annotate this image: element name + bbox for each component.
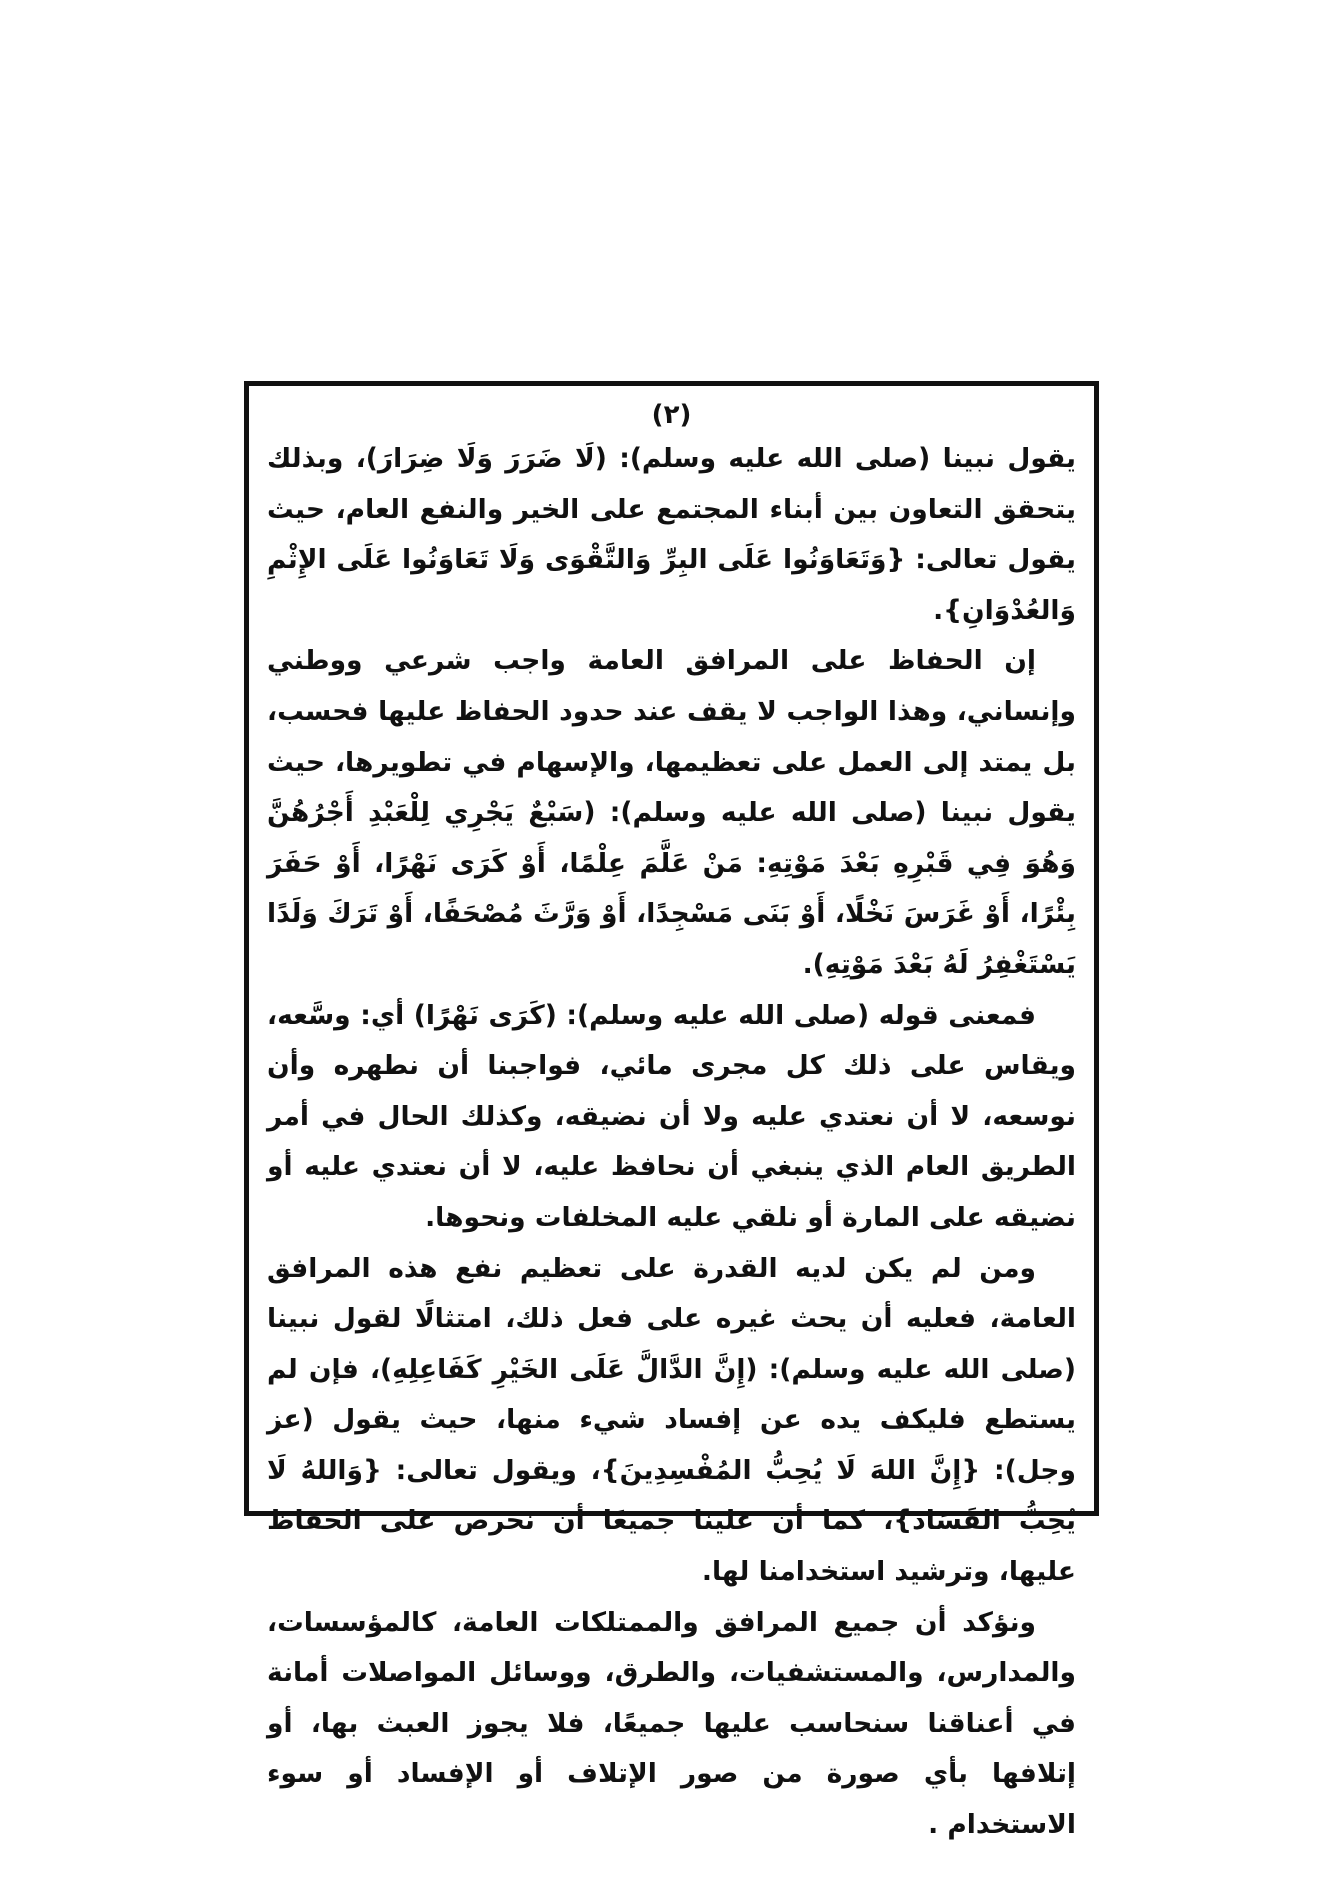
paragraph-4: ومن لم يكن لديه القدرة على تعظيم نفع هذه المرافق العامة، فعليه أن يحث غيره على فعل ذلك، امتثالًا لقول نبينا (صلى الله عليه وسلم): (إِنَّ الدَّالَّ عَلَى الخَيْرِ كَفَاعِلِهِ)، فإن لم يستطع فليكف يده عن إفساد شيء منها، حيث يقول (عز وجل): {إِنَّ اللهَ لَا يُحِبُّ المُفْسِدِينَ}، ويقول تعالى: {وَاللهُ لَا يُحِبُّ الفَسَادَ}، كما أن علينا جميعًا أن نحرص على الحفاظ عليها، وترشيد استخدامنا لها. — [267, 1252, 1076, 1588]
page-frame — [244, 381, 1099, 1841]
page-number: (٢) — [651, 400, 692, 430]
paragraph-2: إن الحفاظ على المرافق العامة واجب شرعي ووطني وإنساني، وهذا الواجب لا يقف عند حدود الحفاظ عليها فحسب، بل يمتد إلى العمل على تعظيمها، والإسهام في تطويرها، حيث يقول نبينا (صلى الله عليه وسلم): (سَبْعٌ يَجْرِي لِلْعَبْدِ أَجْرُهُنَّ وَهُوَ فِي قَبْرِهِ بَعْدَ مَوْتِهِ: مَنْ عَلَّمَ عِلْمًا، أَوْ كَرَى نَهْرًا، أَوْ حَفَرَ بِئْرًا، أَوْ غَرَسَ نَخْلًا، أَوْ بَنَى مَسْجِدًا، أَوْ وَرَّثَ مُصْحَفًا، أَوْ تَرَكَ وَلَدًا يَسْتَغْفِرُ لَهُ بَعْدَ مَوْتِهِ). — [267, 645, 1076, 980]
paragraph-5: ونؤكد أن جميع المرافق والممتلكات العامة، كالمؤسسات، والمدارس، والمستشفيات، والطرق، ووسائل المواصلات أمانة في أعناقنا سنحاسب عليها جميعًا، فلا يجوز العبث بها، أو إتلافها بأي صورة من صور الإتلاف أو الإفساد أو سوء الاستخدام . — [267, 1606, 1076, 1841]
paragraph-1: يقول نبينا (صلى الله عليه وسلم): (لَا ضَرَرَ وَلَا ضِرَارَ)، وبذلك يتحقق التعاون بين أبناء المجتمع على الخير والنفع العام، حيث يقول تعالى: {وَتَعَاوَنُوا عَلَى البِرِّ وَالتَّقْوَى وَلَا تَعَاوَنُوا عَلَى الإِثْمِ وَالعُدْوَانِ}. — [267, 443, 1076, 626]
paragraph-3: فمعنى قوله (صلى الله عليه وسلم): (كَرَى نَهْرًا) أي: وسَّعه، ويقاس على ذلك كل مجرى مائي، فواجبنا أن نطهره وأن نوسعه، لا أن نعتدي عليه ولا أن نضيقه، وكذلك الحال في أمر الطريق العام الذي ينبغي أن نحافظ عليه، لا أن نعتدي عليه أو نضيقه على المارة أو نلقي عليه المخلفات ونحوها. — [267, 999, 1076, 1233]
